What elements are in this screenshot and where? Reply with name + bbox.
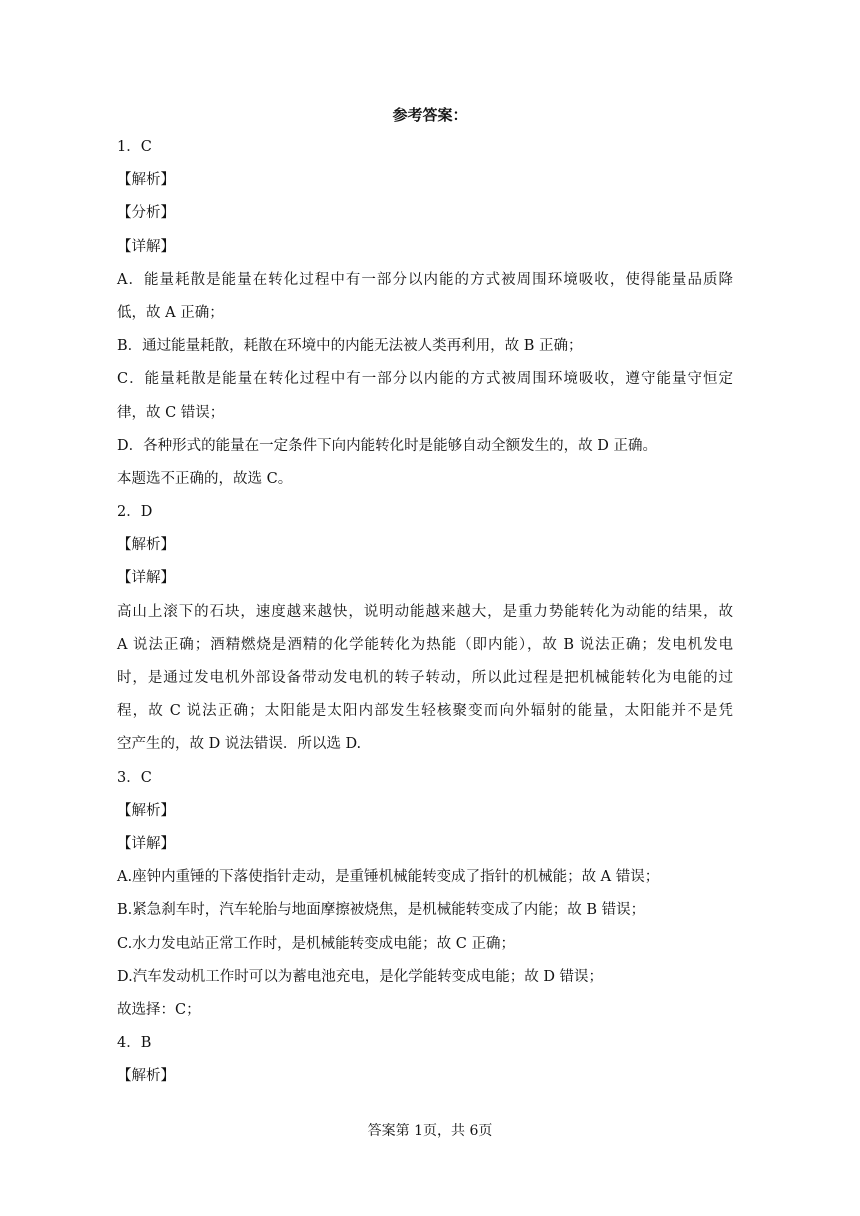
answer-line: 故选择：C； xyxy=(117,1001,201,1018)
answer-line: A.座钟内重锤的下落使指针走动，是重锤机械能转变成了指针的机械能；故 A 错误； xyxy=(117,869,660,886)
answer-line: 本题选不正确的，故选 C。 xyxy=(117,470,293,487)
answer-line: 2．D xyxy=(117,504,153,521)
answer-line: 低，故 A 正确； xyxy=(117,304,224,321)
answer-line: A．能量耗散是能量在转化过程中有一部分以内能的方式被周围环境吸收，使得能量品质降 xyxy=(117,271,733,288)
answer-line: 【详解】 xyxy=(117,570,175,587)
answer-line: 程，故 C 说法正确；太阳能是太阳内部发生轻核聚变而向外辐射的能量，太阳能并不是凭 xyxy=(117,703,733,720)
answer-line: 空产生的，故 D 说法错误．所以选 D. xyxy=(117,736,362,753)
answer-line: 【解析】 xyxy=(117,537,175,554)
answer-line: 时，是通过发电机外部设备带动发电机的转子转动，所以此过程是把机械能转化为电能的过 xyxy=(117,670,733,686)
answer-line: C．能量耗散是能量在转化过程中有一部分以内能的方式被周围环境吸收，遵守能量守恒定 xyxy=(117,371,733,388)
answer-line: 【解析】 xyxy=(117,172,175,189)
answer-content xyxy=(117,131,733,1093)
page-footer: 答案第 1页，共 6页 xyxy=(367,1123,493,1139)
answer-line: 【分析】 xyxy=(117,205,175,222)
answer-line: 3．C xyxy=(117,769,152,786)
answer-line: C.水力发电站正常工作时，是机械能转变成电能；故 C 正确； xyxy=(117,935,515,952)
answer-line: 律，故 C 错误； xyxy=(117,404,225,421)
answer-line: B．通过能量耗散，耗散在环境中的内能无法被人类再利用，故 B 正确； xyxy=(117,338,583,355)
answer-line: D．各种形式的能量在一定条件下向内能转化时是能够自动全额发生的，故 D 正确。 xyxy=(117,437,657,454)
answer-line: 4．B xyxy=(117,1035,152,1052)
answer-line: 【详解】 xyxy=(117,238,175,255)
answer-line: B.紧急刹车时，汽车轮胎与地面摩擦被烧焦，是机械能转变成了内能；故 B 错误； xyxy=(117,902,646,919)
answer-line: 【详解】 xyxy=(117,835,175,852)
answer-line: A 说法正确；酒精燃烧是酒精的化学能转化为热能（即内能），故 B 说法正确；发电机发电 xyxy=(117,636,733,653)
answer-line: 1．C xyxy=(117,139,152,155)
answer-line: 【解析】 xyxy=(117,802,175,819)
page-title: 参考答案： xyxy=(392,106,468,124)
answer-line: D.汽车发动机工作时可以为蓄电池充电，是化学能转变成电能；故 D 错误； xyxy=(117,968,604,985)
answer-line: 【解析】 xyxy=(117,1068,175,1085)
answer-line: 高山上滚下的石块，速度越来越快，说明动能越来越大，是重力势能转化为动能的结果，故 xyxy=(117,603,733,620)
